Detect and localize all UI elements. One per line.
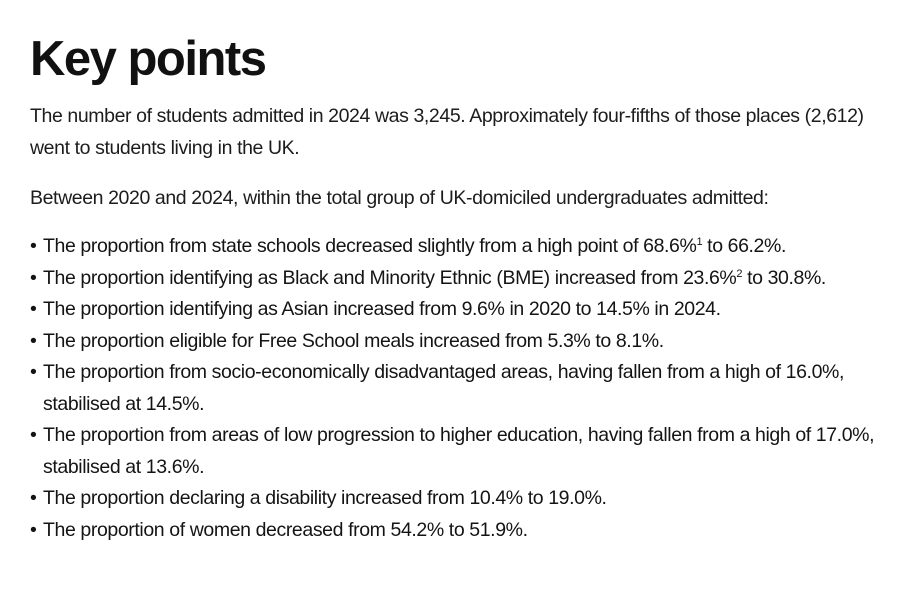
scope-paragraph: Between 2020 and 2024, within the total group of UK-domiciled undergraduates admitted:	[30, 187, 769, 209]
bullet-icon: •	[30, 329, 37, 352]
point-text-end: to 66.2%.	[702, 235, 786, 257]
bullet-icon: •	[30, 235, 37, 257]
point-text: The proportion from state schools decreased slightly from a high point of 68.6%	[43, 235, 697, 257]
list-item	[30, 515, 884, 547]
point-text: The proportion from areas of low progression to higher education, having fallen from a high of 17.0%, stabilised at 13.6%.	[43, 424, 875, 478]
point-text: The proportion eligible for Free School meals increased from 5.3% to 8.1%.	[43, 329, 664, 352]
point-text-end: to 30.8%.	[742, 266, 826, 289]
point-text: The proportion identifying as Asian increased from 9.6% in 2020 to 14.5% in 2024.	[43, 298, 721, 320]
point-text: The proportion from socio-economically disadvantaged areas, having fallen from a high of 16.0%, stabilised at 14.5%.	[43, 361, 844, 415]
point-text: The proportion of women decreased from 54.2% to 51.9%.	[43, 518, 528, 541]
list-item	[30, 357, 884, 420]
bullet-icon: •	[30, 266, 37, 289]
page-title: Key points	[30, 32, 266, 86]
bullet-icon: •	[30, 361, 37, 383]
footnote-marker: 2	[736, 267, 743, 280]
footnote-marker: 1	[696, 236, 703, 248]
list-item	[30, 483, 884, 515]
list-item	[30, 231, 884, 263]
key-points-list	[30, 231, 884, 546]
list-item	[30, 263, 884, 295]
point-text: The proportion identifying as Black and Minority Ethnic (BME) increased from 23.6%	[43, 266, 737, 289]
bullet-icon: •	[30, 487, 37, 509]
intro-paragraph: The number of students admitted in 2024 was 3,245. Approximately four-fifths of those places (2,612) went to students living in the UK.	[30, 105, 864, 159]
bullet-icon: •	[30, 298, 37, 320]
point-text: The proportion declaring a disability increased from 10.4% to 19.0%.	[43, 487, 607, 509]
list-item	[30, 420, 884, 483]
bullet-icon: •	[30, 424, 37, 446]
list-item	[30, 294, 884, 326]
list-item	[30, 326, 884, 358]
bullet-icon: •	[30, 518, 37, 541]
